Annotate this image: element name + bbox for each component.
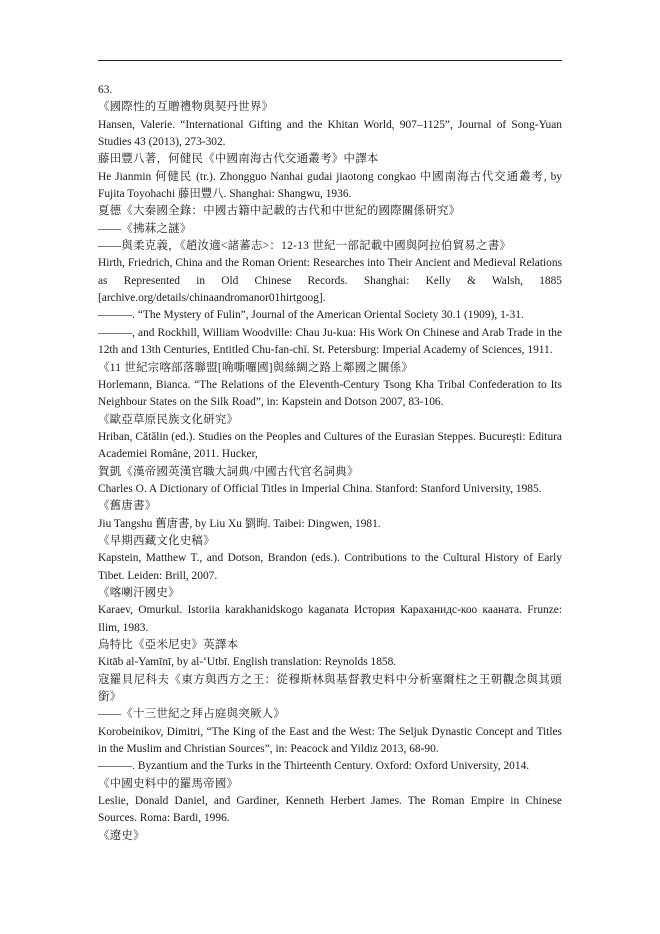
- entry-hriban: Hriban, Cătălin (ed.). Studies on the Peoples and Cultures of the Eurasian Steppes. Bucureşti: Editura Academiei Române, 2011. Hucker,: [98, 430, 562, 461]
- entry-hirth-fulin: ———. “The Mystery of Fulin”, Journal of the American Oriental Society 30.1 (1909), 1-31.: [98, 309, 524, 322]
- chinese-title-liaoshi: 《遼史》: [98, 829, 145, 842]
- chinese-title-fujita: 藤田豐八著，何健民《中國南海古代交通叢考》中譯本: [98, 153, 379, 166]
- chinese-title-korobeinikov-2: ——《十三世紀之拜占庭與突厥人》: [98, 708, 286, 721]
- entry-korobeinikov-king: Korobeinikov, Dimitri, “The King of the East and the West: The Seljuk Dynastic Concept and Titles in the Muslim and Christian Sources”, in: Peacock and Yildiz 2013, 68-90.: [98, 725, 562, 756]
- chinese-title-korobeinikov-1: 寇羅貝尼科夫《東方與西方之王：從穆斯林與基督教史料中分析塞爾柱之王朝觀念與其頭銜》: [98, 673, 562, 704]
- chinese-title-hirth-1: 夏德《大秦國全錄：中國古籍中記載的古代和中世紀的國際關係研究》: [98, 205, 461, 218]
- chinese-title-horlemann: 《11 世紀宗喀部落聯盟[唃嘶囉國]與絲綢之路上鄰國之關係》: [98, 361, 414, 374]
- entry-leslie-gardiner: Leslie, Donald Daniel, and Gardiner, Kenneth Herbert James. The Roman Empire in Chinese Sources. Roma: Bardi, 1996.: [98, 795, 562, 825]
- bibliography-text: [98, 82, 562, 845]
- entry-kitab-al-yamini: Kitāb al-Yamīnī, by al-‘Utbī. English translation: Reynolds 1858.: [98, 656, 397, 669]
- entry-hirth-rockhill: ———, and Rockhill, William Woodville: Chau Ju-kua: His Work On Chinese and Arab Trade in the 12th and 13th Centuries, Entitled Chu-fan-chï. St. Petersburg: Imperial Academy of Sciences, 1911.: [98, 326, 562, 357]
- chinese-title-hriban: 《歐亞草原民族文化研究》: [98, 413, 239, 426]
- entry-hansen: Hansen, Valerie. “International Gifting and the Khitan World, 907–1125”, Journal of Song-Yuan Studies 43 (2013), 273-302.: [98, 118, 562, 149]
- chinese-title-karaev: 《喀喇汗國史》: [98, 586, 180, 599]
- entry-karaev: Karaev, Omurkul. Istoriia karakhanidskogo kaganata История Караханидс-коо кааната. Frunze: Ilim, 1983.: [98, 604, 562, 634]
- entry-kapstein: Kapstein, Matthew T., and Dotson, Brandon (eds.). Contributions to the Cultural History of Early Tibet. Leiden: Brill, 2007.: [98, 552, 562, 582]
- chinese-title-hirth-2: ——《拂菻之謎》: [98, 222, 192, 235]
- chinese-title-utbi: 烏特比《亞米尼史》英譯本: [98, 639, 239, 651]
- chinese-title-jiu-tangshu: 《舊唐書》: [98, 500, 157, 513]
- entry-hirth-china-roman-orient: Hirth, Friedrich, China and the Roman Orient: Researches into Their Ancient and Medieval Relations as Represented in Old Chinese Records. Shanghai: Kelly & Walsh, 1885 [archive.org/details/chinaandromanor01hirtgoog].: [98, 257, 562, 305]
- entry-he-jianmin: He Jianmin 何健民 (tr.). Zhongguo Nanhai gudai jiaotong congkao 中國南海古代交通叢考, by Fujita Toyohachi 藤田豐八. Shanghai: Shangwu, 1936.: [98, 170, 562, 201]
- entry-hucker: Charles O. A Dictionary of Official Titles in Imperial China. Stanford: Stanford University, 1985.: [98, 482, 542, 495]
- entry-korobeinikov-byzantium: ———. Byzantium and the Turks in the Thirteenth Century. Oxford: Oxford University, 2014.: [98, 760, 530, 773]
- chinese-title-hansen: 《國際性的互贈禮物與契丹世界》: [98, 101, 274, 114]
- chinese-title-leslie: 《中國史料中的羅馬帝國》: [98, 777, 239, 790]
- chinese-title-hirth-3: ——與柔克義，《趙汝適<諸蕃志>：12-13 世紀一部記載中國與阿拉伯貿易之書》: [98, 240, 512, 253]
- entry-horlemann: Horlemann, Bianca. “The Relations of the Eleventh-Century Tsong Kha Tribal Confederation to Its Neighbour States on the Silk Road”, in: Kapstein and Dotson 2007, 83-106.: [98, 378, 562, 409]
- chinese-title-hucker: 賀凱《漢帝國英漢官職大詞典/中國古代官名詞典》: [98, 465, 359, 478]
- header-rule: [98, 60, 562, 61]
- chinese-title-kapstein: 《早期西藏文化史稿》: [98, 534, 215, 547]
- page-continuation-number: 63.: [98, 84, 113, 96]
- entry-jiu-tangshu: Jiu Tangshu 舊唐書, by Liu Xu 劉昫. Taibei: Dingwen, 1981.: [98, 517, 381, 530]
